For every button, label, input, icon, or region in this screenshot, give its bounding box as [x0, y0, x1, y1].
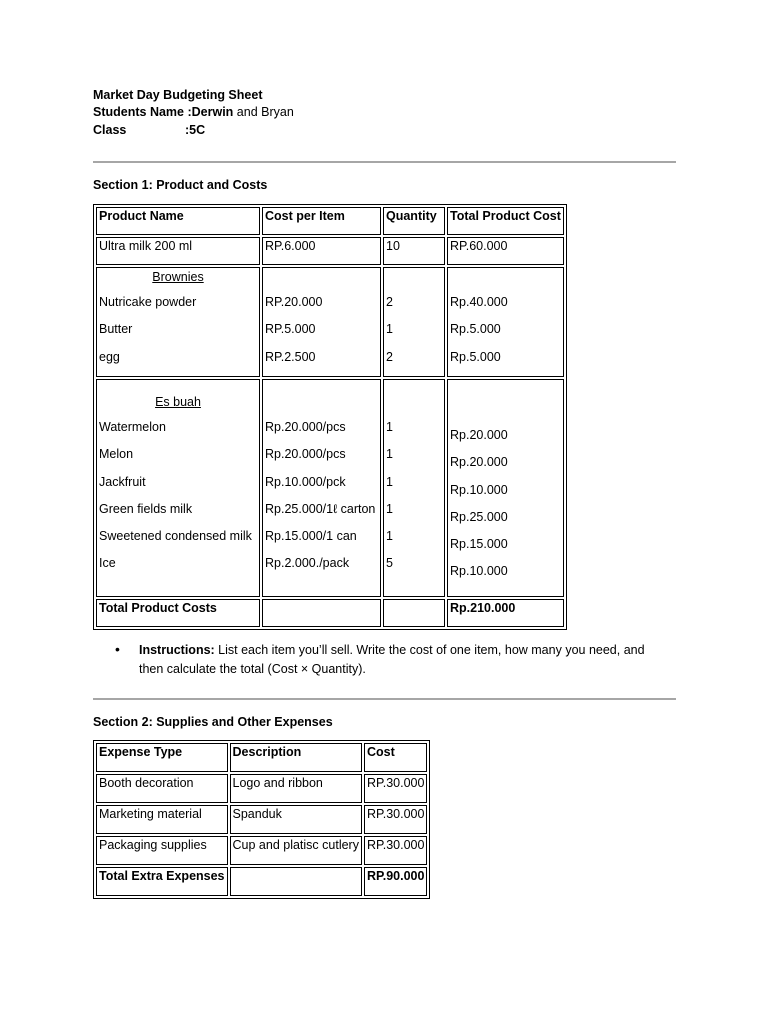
section-2-title: Section 2: Supplies and Other Expenses: [93, 715, 333, 729]
list-item: Rp.15.000/1 can: [265, 529, 357, 544]
list-item: Rp.20.000: [450, 455, 508, 470]
cost-cell: RP.30.000: [364, 836, 427, 865]
header-cost: Cost: [364, 743, 427, 772]
table-total-row: [96, 599, 564, 627]
students-name-first: Derwin: [191, 105, 234, 119]
brownies-cost-cell: [262, 267, 381, 377]
list-item: 1: [386, 420, 393, 434]
header-cost-per-item: Cost per Item: [262, 207, 381, 235]
cost-cell: RP.30.000: [364, 805, 427, 834]
list-item: Rp.20.000: [450, 428, 508, 442]
list-item: Rp.20.000/pcs: [265, 420, 346, 434]
list-item: Melon: [99, 447, 134, 462]
brownies-total-cell: [447, 267, 564, 377]
divider: [93, 161, 676, 163]
list-item: egg: [99, 349, 120, 364]
total-extra-expenses-value: RP.90.000: [364, 867, 427, 896]
brownies-name-cell: [96, 267, 260, 377]
description-cell: Logo and ribbon: [230, 774, 362, 803]
product-name-cell: Ultra milk 200 ml: [96, 237, 260, 265]
list-item: RP.20.000: [265, 295, 323, 309]
description-cell: Cup and platisc cutlery: [230, 836, 362, 865]
list-item: 1: [386, 322, 393, 337]
description-cell: Spanduk: [230, 805, 362, 834]
list-item: Rp.15.000: [450, 537, 508, 552]
table-header-row: [96, 207, 564, 235]
empty-cell: [383, 599, 445, 627]
list-item: Jackfruit: [99, 474, 146, 489]
table-row: [96, 237, 564, 265]
header-quantity: Quantity: [383, 207, 445, 235]
list-item: Nutricake powder: [99, 295, 197, 309]
table-row: [96, 805, 427, 834]
expense-type-cell: Packaging supplies: [96, 836, 228, 865]
brownies-heading: Brownies: [152, 270, 204, 284]
list-item: Rp.40.000: [450, 295, 508, 309]
empty-cell: [230, 867, 362, 896]
es-buah-total-cell: [447, 379, 564, 597]
cost-cell: RP.6.000: [262, 237, 381, 265]
product-costs-table: [93, 204, 567, 630]
es-buah-cost-cell: [262, 379, 381, 597]
expense-type-cell: Booth decoration: [96, 774, 228, 803]
list-item: Rp.10.000: [450, 482, 508, 497]
total-product-costs-label: Total Product Costs: [96, 599, 260, 627]
header-description: Description: [230, 743, 362, 772]
list-item: 2: [386, 295, 393, 309]
list-item: RP.2.500: [265, 349, 316, 364]
list-item: Rp.20.000/pcs: [265, 447, 346, 462]
table-total-row: [96, 867, 427, 896]
total-product-costs-value: Rp.210.000: [447, 599, 564, 627]
es-buah-name-cell: [96, 379, 260, 597]
class-label: Class: [93, 123, 127, 137]
es-buah-heading: Es buah: [155, 395, 201, 409]
students-name-line: [93, 105, 294, 121]
list-item: 5: [386, 556, 393, 571]
list-item: Rp.25.000: [450, 509, 508, 524]
total-extra-expenses-label: Total Extra Expenses: [96, 867, 228, 896]
list-item: Rp.25.000/1ℓ carton: [265, 501, 376, 516]
list-item: Watermelon: [99, 420, 166, 434]
section-1-title: Section 1: Product and Costs: [93, 178, 268, 192]
list-item: 2: [386, 349, 393, 364]
list-item: 1: [386, 474, 393, 489]
expense-type-cell: Marketing material: [96, 805, 228, 834]
cost-cell: RP.30.000: [364, 774, 427, 803]
list-item: Rp.10.000: [450, 564, 508, 579]
es-buah-quantity-cell: [383, 379, 445, 597]
table-row: [96, 774, 427, 803]
list-item: 1: [386, 447, 393, 462]
instructions-label: Instructions:: [139, 643, 215, 657]
instructions-text: List each item you’ll sell. Write the cost of one item, how many you need, and then calculate the total (Cost × Quantity).: [139, 643, 645, 676]
document-title: Market Day Budgeting Sheet: [93, 88, 263, 102]
table-row-es-buah: [96, 379, 564, 597]
bullet-icon: •: [115, 641, 120, 657]
table-header-row: [96, 743, 427, 772]
list-item: Green fields milk: [99, 501, 193, 516]
expenses-table: [93, 740, 430, 899]
header-expense-type: Expense Type: [96, 743, 228, 772]
students-name-label: Students Name :: [93, 105, 192, 119]
divider: [93, 698, 676, 700]
class-value: :5C: [185, 123, 206, 137]
list-item: Rp.10.000/pck: [265, 474, 346, 489]
list-item: Rp.2.000./pack: [265, 556, 350, 571]
students-name-rest: and Bryan: [233, 105, 294, 119]
class-line: [93, 123, 206, 139]
header-total-product-cost: Total Product Cost: [447, 207, 564, 235]
brownies-quantity-cell: [383, 267, 445, 377]
list-item: Rp.5.000: [450, 322, 501, 337]
quantity-cell: 10: [383, 237, 445, 265]
total-cell: RP.60.000: [447, 237, 564, 265]
table-row: [96, 836, 427, 865]
table-row-brownies: [96, 267, 564, 377]
list-item: Rp.5.000: [450, 349, 501, 364]
list-item: 1: [386, 529, 393, 544]
list-item: Ice: [99, 556, 116, 571]
list-item: 1: [386, 501, 393, 516]
list-item: Sweetened condensed milk: [99, 529, 252, 544]
header-product-name: Product Name: [96, 207, 260, 235]
list-item: Butter: [99, 322, 133, 337]
empty-cell: [262, 599, 381, 627]
list-item: RP.5.000: [265, 322, 316, 337]
